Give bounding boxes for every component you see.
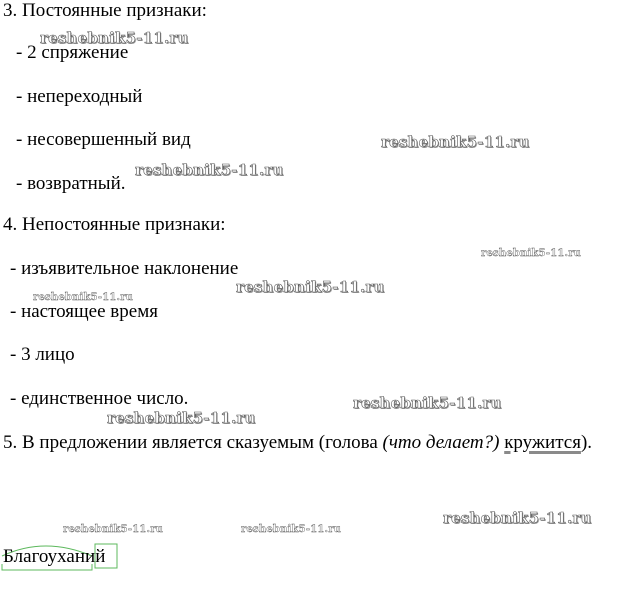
point-5-paragraph xyxy=(3,427,618,458)
morpheme-analysis xyxy=(0,536,130,576)
watermark: reshebnik5-11.ru xyxy=(63,524,164,535)
point-5-prefix: 5. В предложении является сказуемым (голова xyxy=(3,432,383,453)
section-4-heading: 4. Непостоянные признаки: xyxy=(3,214,226,235)
nonconst-item-1: - изъявительное наклонение xyxy=(10,258,239,279)
predicate-word: кружится xyxy=(504,432,581,453)
watermark: reshebnik5-11.ru xyxy=(107,409,256,427)
analysis-word: Благоуханий xyxy=(3,546,106,567)
nonconst-item-2: - настоящее время xyxy=(10,301,158,322)
watermark: reshebnik5-11.ru xyxy=(443,509,592,527)
point-5-suffix: ). xyxy=(580,432,593,453)
watermark: reshebnik5-11.ru xyxy=(481,248,582,259)
watermark: reshebnik5-11.ru xyxy=(381,133,530,151)
watermark: reshebnik5-11.ru xyxy=(353,394,502,412)
point-5-question: (что делает?) xyxy=(382,432,500,453)
const-item-4: - возвратный. xyxy=(16,173,126,194)
watermark: reshebnik5-11.ru xyxy=(236,278,385,296)
const-item-3: - несовершенный вид xyxy=(16,129,191,150)
const-item-2: - непереходный xyxy=(16,86,143,107)
section-3-heading: 3. Постоянные признаки: xyxy=(3,0,207,21)
watermark: reshebnik5-11.ru xyxy=(40,29,189,47)
watermark: reshebnik5-11.ru xyxy=(135,161,284,179)
const-item-1: - 2 спряжение xyxy=(16,42,129,63)
watermark: reshebnik5-11.ru xyxy=(33,292,134,303)
nonconst-item-4: - единственное число. xyxy=(10,388,189,409)
nonconst-item-3: - 3 лицо xyxy=(10,344,75,365)
watermark: reshebnik5-11.ru xyxy=(241,524,342,535)
